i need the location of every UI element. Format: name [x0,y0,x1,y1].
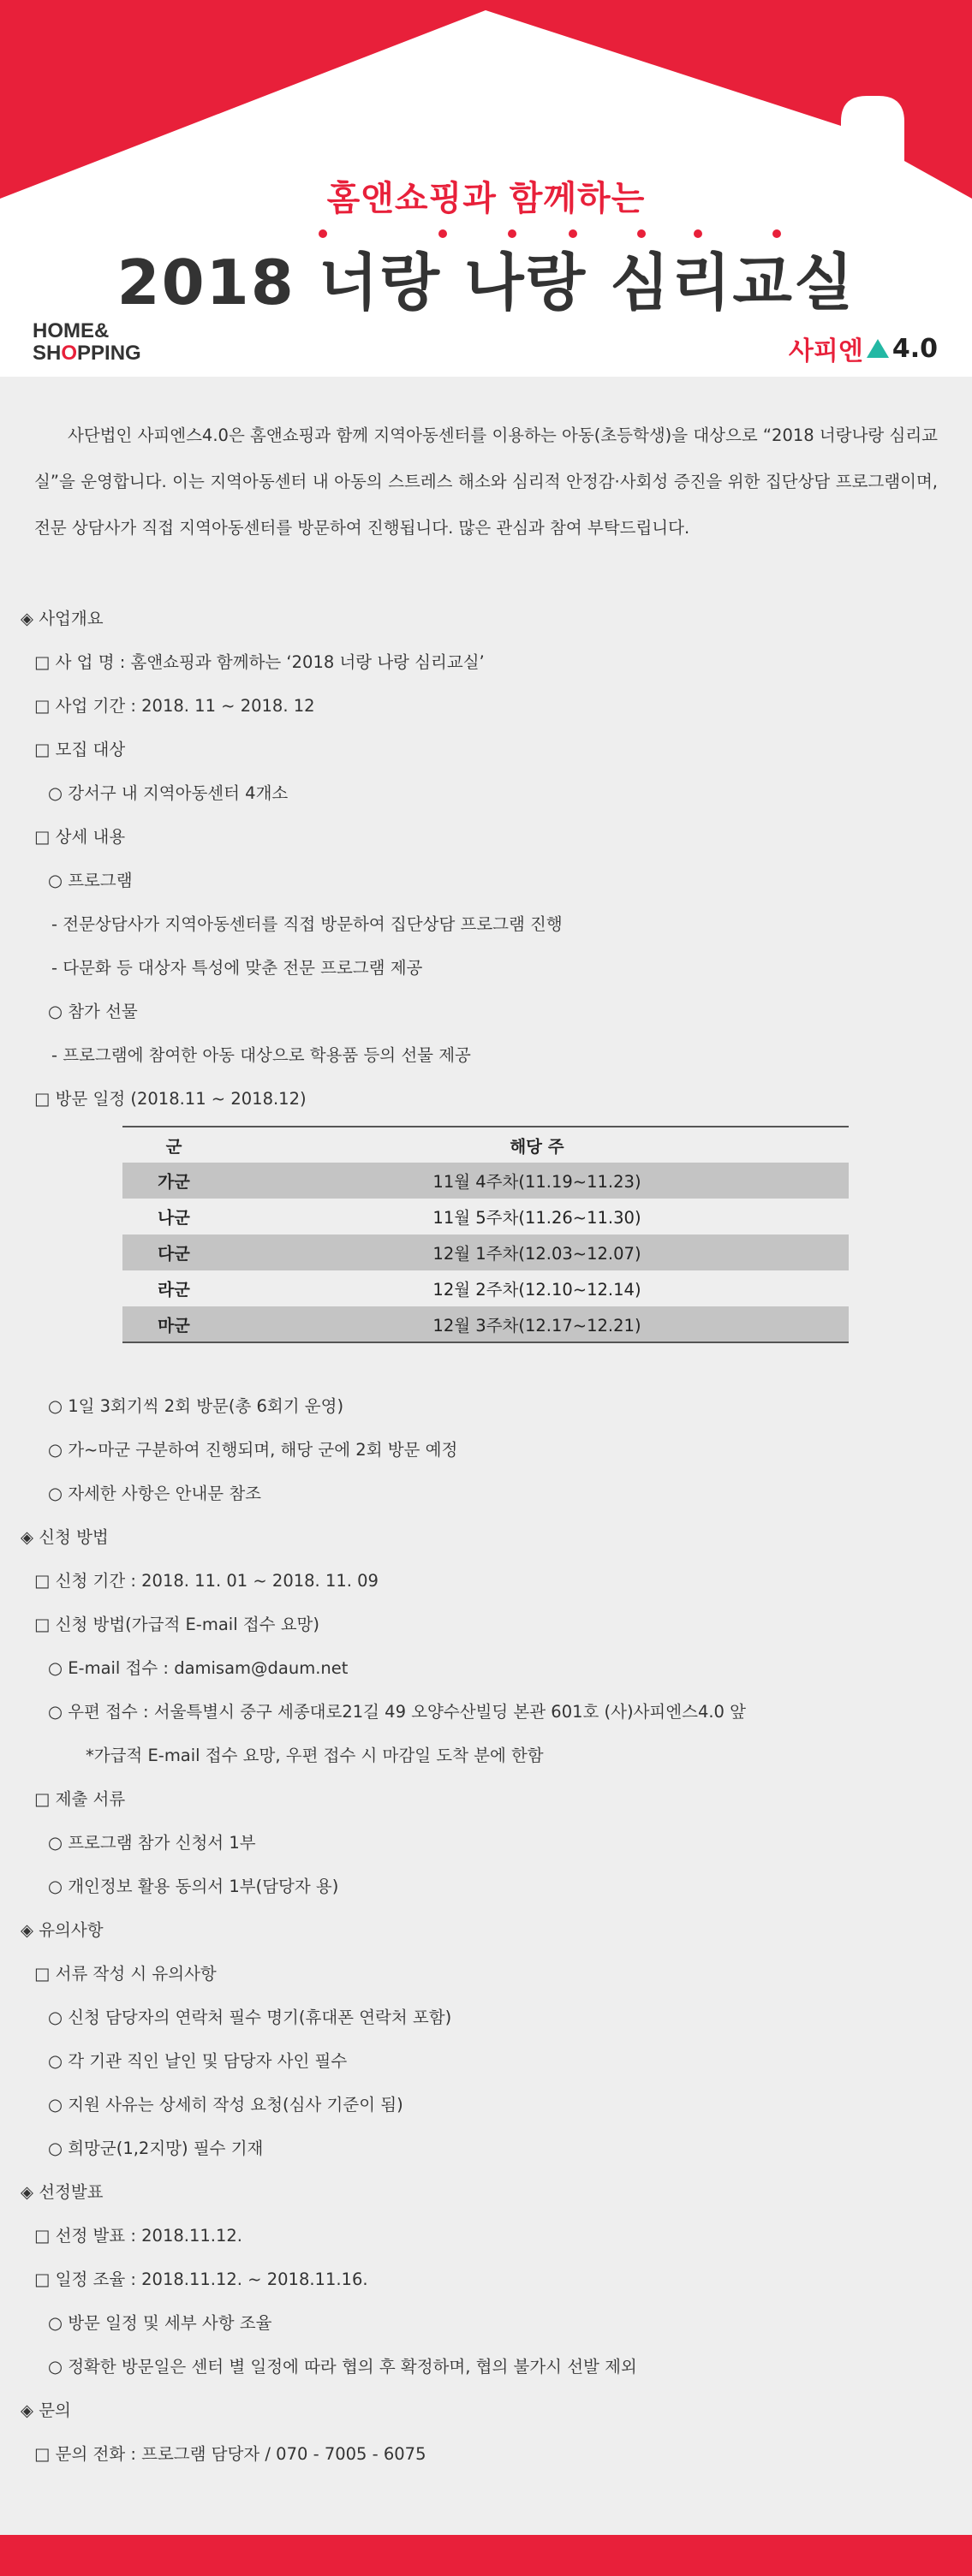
apply-doc-2: ○ 개인정보 활용 동의서 1부(담당자 용) [48,1877,339,1896]
schedule-table [122,1126,849,1343]
caution-sub: □ 서류 작성 시 유의사항 [34,1964,217,1984]
caution-item-3: ○ 지원 사유는 상세히 작성 요청(심사 기준이 됨) [48,2095,403,2115]
section-heading-caution: ◈ 유의사항 [21,1920,104,1940]
table-row [122,1306,849,1342]
apply-doc-1: ○ 프로그램 참가 신청서 1부 [48,1833,256,1853]
table-cell-week: 11월 5주차(11.26~11.30) [432,1208,641,1228]
overview-program-2: - 다문화 등 대상자 특성에 맞춘 전문 프로그램 제공 [51,958,423,978]
overview-note-1: ○ 1일 3회기씩 2회 방문(총 6회기 운영) [48,1396,344,1416]
table-header-row [122,1127,849,1163]
title-dot [438,229,447,238]
table-cell-week: 11월 4주차(11.19~11.23) [225,1163,849,1199]
overview-gift: ○ 참가 선물 [48,1002,138,1021]
title-dot [319,229,327,238]
section-heading-selection: ◈ 선정발표 [21,2182,104,2202]
overview-note-2: ○ 가~마군 구분하여 진행되며, 해당 군에 2회 방문 예정 [48,1440,458,1460]
table-cell-group: 가군 [122,1163,225,1199]
table-cell-week: 12월 1주차(12.03~12.07) [225,1234,849,1270]
sapiens-logo-version: 4.0 [891,333,938,364]
apply-docs: □ 제출 서류 [34,1789,126,1809]
overview-program-1: - 전문상담사가 지역아동센터를 직접 방문하여 집단상담 프로그램 진행 [51,914,563,934]
title-dot [637,229,646,238]
sapiens-logo [789,330,938,367]
selection-adjust: □ 일정 조율 : 2018.11.12. ~ 2018.11.16. [34,2270,368,2289]
title-dot [569,229,577,238]
apply-email: ○ E-mail 접수 : damisam@daum.net [48,1658,349,1678]
apply-method: □ 신청 방법(가급적 E-mail 접수 요망) [34,1615,319,1634]
caution-item-1: ○ 신청 담당자의 연락처 필수 명기(휴대폰 연락처 포함) [48,2008,452,2027]
caution-item-2: ○ 각 기관 직인 날인 및 담당자 사인 필수 [48,2051,348,2071]
page-title: 2018 너랑 나랑 심리교실 [116,247,856,318]
overview-period: □ 사업 기간 : 2018. 11 ~ 2018. 12 [34,696,315,716]
footer-bar [0,2535,972,2576]
apply-period: □ 신청 기간 : 2018. 11. 01 ~ 2018. 11. 09 [34,1571,379,1591]
table-row [122,1234,849,1270]
table-cell-group: 다군 [122,1234,225,1270]
section-heading-overview: ◈ 사업개요 [21,609,104,628]
triangle-icon [867,339,889,358]
table-row [122,1270,849,1306]
overview-target-detail: ○ 강서구 내 지역아동센터 4개소 [48,783,289,803]
table-cell-group: 라군 [158,1280,190,1300]
caution-item-4: ○ 희망군(1,2지망) 필수 기재 [48,2139,264,2158]
selection-announce: □ 선정 발표 : 2018.11.12. [34,2226,242,2246]
home-and-shopping-logo [33,320,141,365]
overview-name: □ 사 업 명 : 홈앤쇼핑과 함께하는 ‘2018 너랑 나랑 심리교실’ [34,652,485,672]
title-dot [694,229,702,238]
table-cell-week: 12월 2주차(12.10~12.14) [432,1280,641,1300]
apply-post: ○ 우편 접수 : 서울특별시 중구 세종대로21길 49 오양수산빌딩 본관 601호 (사)사피엔스4.0 앞 [48,1702,746,1722]
tagline: 홈앤쇼핑과 함께하는 [326,179,646,218]
overview-schedule: □ 방문 일정 (2018.11 ~ 2018.12) [34,1089,307,1109]
table-header-week: 해당 주 [225,1127,849,1163]
table-cell-group: 나군 [158,1208,190,1228]
table-row [122,1199,849,1234]
title-dot [508,229,516,238]
apply-post-note: *가급적 E-mail 접수 요망, 우편 접수 시 마감일 도착 분에 한함 [86,1746,544,1765]
section-heading-contact: ◈ 문의 [21,2400,71,2420]
sapiens-logo-text: 사피엔 [788,336,863,366]
section-heading-apply: ◈ 신청 방법 [21,1527,109,1547]
overview-target: □ 모집 대상 [34,740,126,759]
table-row [122,1163,849,1199]
intro-paragraph: 사단법인 사피엔스4.0은 홈앤쇼핑과 함께 지역아동센터를 이용하는 아동(초등학생)을 대상으로 “2018 너랑나랑 심리교실”을 운영합니다. 이는 지역아동센터 내 아동의 스트레스 해소와 심리적 안정감·사회성 증진을 위한 집단상담 프로그램이며, 전문 상담사가 직접 지역아동센터를 방문하여 진행됩니다. 많은 관심과 참여 부탁드립니다. [34,425,938,538]
overview-detail: □ 상세 내용 [34,827,126,847]
overview-program: ○ 프로그램 [48,871,133,890]
logo-line-2: SHOPPING [33,342,141,365]
contact-phone: □ 문의 전화 : 프로그램 담당자 / 070 - 7005 - 6075 [34,2444,426,2464]
page-header [0,0,972,377]
overview-gift-1: - 프로그램에 참여한 아동 대상으로 학용품 등의 선물 제공 [51,1045,471,1065]
title-dot [772,229,781,238]
overview-note-3: ○ 자세한 사항은 안내문 참조 [48,1484,262,1503]
selection-adjust-2: ○ 정확한 방문일은 센터 별 일정에 따라 협의 후 확정하며, 협의 불가시 선발 제외 [48,2357,637,2377]
selection-adjust-1: ○ 방문 일정 및 세부 사항 조율 [48,2313,272,2333]
table-cell-group: 마군 [122,1306,225,1342]
logo-line-1: HOME& [33,319,110,342]
table-cell-week: 12월 3주차(12.17~12.21) [225,1306,849,1342]
table-header-group: 군 [122,1127,225,1163]
